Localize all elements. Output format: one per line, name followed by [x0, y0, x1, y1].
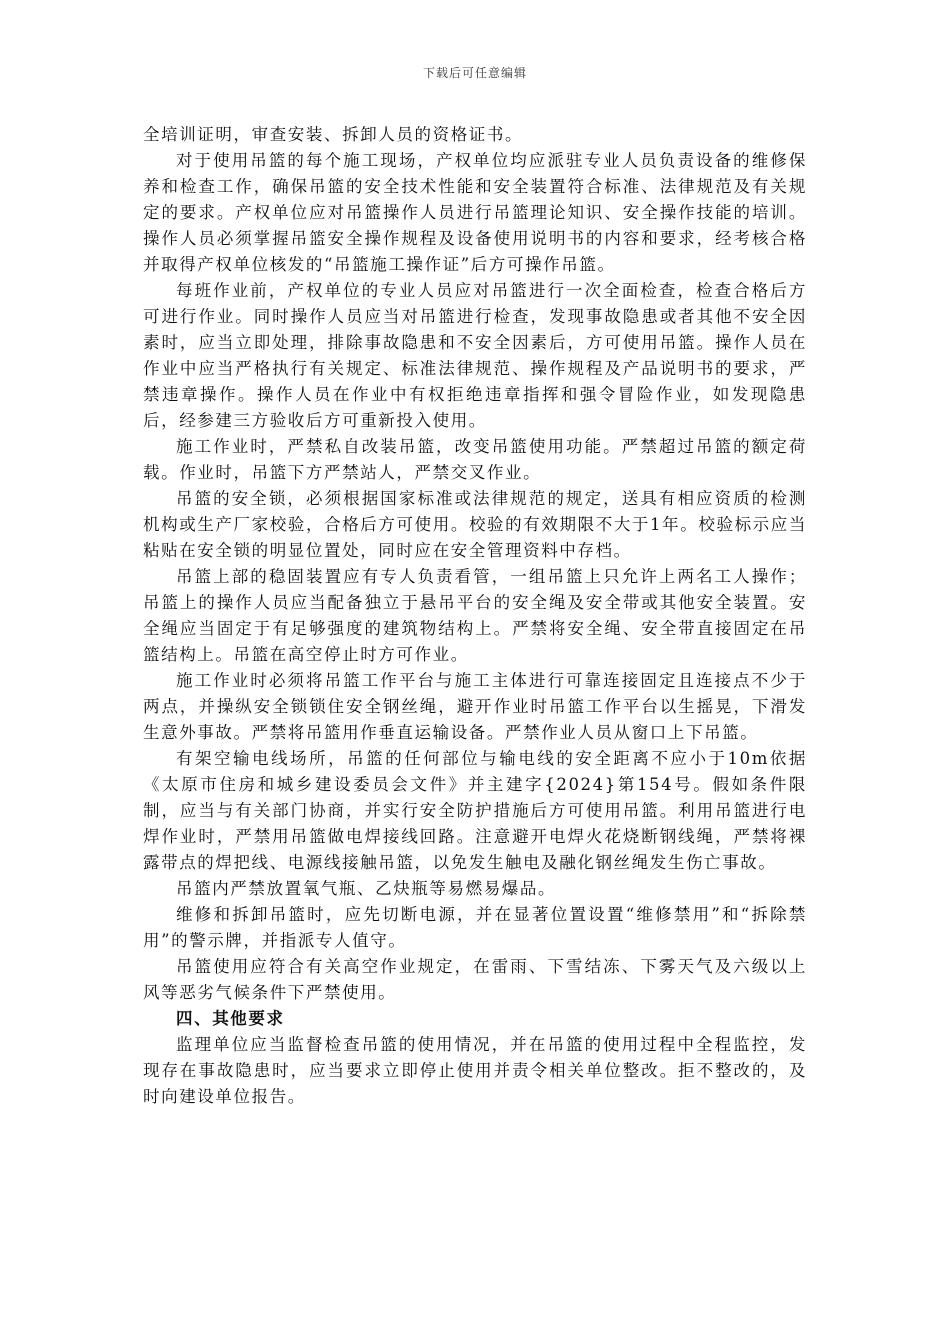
- paragraph-daily-inspection: 每班作业前，产权单位的专业人员应对吊篮进行一次全面检查，检查合格后方可进行作业。同时操作人员应当对吊篮进行检查，发现事故隐患或者其他不安全因素时，应当立即处理，排除事故隐患和不安全因素后，方可使用吊篮。操作人员在作业中应当严格执行有关规定、标准法律规范、操作规程及产品说明书的要求，严禁违章操作。操作人员在作业中有权拒绝违章指挥和强令冒险作业，如发现隐患后，经参建三方验收后方可重新投入使用。: [143, 281, 807, 430]
- page-header: 下载后可任意编辑: [422, 66, 527, 80]
- paragraph-no-modification: 施工作业时，严禁私自改装吊篮，改变吊篮使用功能。严禁超过吊篮的额定荷载。作业时，吊篮下方严禁站人，严禁交叉作业。: [143, 437, 807, 482]
- section-heading-other-requirements: 四、其他要求: [176, 1009, 285, 1028]
- paragraph-power-lines: 有架空输电线场所，吊篮的任何部位与输电线的安全距离不应小于10m依据《太原市住房和城乡建设委员会文件》并主建字{2024}第154号。假如条件限制，应当与有关部门协商，并实行安全防护措施后方可使用吊篮。利用吊篮进行电焊作业时，严禁用吊篮做电焊接线回路。注意避开电焊火花烧断钢线绳，严禁将裸露带点的焊把线、电源线接触吊篮，以免发生触电及融化钢丝绳发生伤亡事故。: [143, 749, 807, 872]
- paragraph-flammables: 吊篮内严禁放置氧气瓶、乙炔瓶等易燃易爆品。: [176, 879, 557, 898]
- paragraph-supervision: 监理单位应当监督检查吊篮的使用情况，并在吊篮的使用过程中全程监控，发现存在事故隐患时，应当要求立即停止使用并责令相关单位整改。拒不整改的，及时向建设单位报告。: [143, 1035, 807, 1106]
- paragraph-repair: 维修和拆卸吊篮时，应先切断电源，并在显著位置设置“维修禁用”和“拆除禁用”的警示牌，并指派专人值守。: [143, 905, 807, 950]
- paragraph-continuation: 全培训证明，审查安装、拆卸人员的资格证书。: [143, 125, 524, 144]
- paragraph-weather: 吊篮使用应符合有关高空作业规定，在雷雨、下雪结冻、下雾天气及六级以上风等恶劣气候条件下严禁使用。: [143, 957, 807, 1002]
- paragraph-stabilizer: 吊篮上部的稳固装置应有专人负责看管，一组吊篮上只允许上两名工人操作；吊篮上的操作人员应当配备独立于悬吊平台的安全绳及安全带或其他安全装置。安全绳应当固定于有足够强度的建筑物结构上。严禁将安全绳、安全带直接固定在吊篮结构上。吊篮在高空停止时方可作业。: [143, 567, 807, 664]
- paragraph-safety-lock: 吊篮的安全锁，必须根据国家标准或法律规范的规定，送具有相应资质的检测机构或生产厂家校验，合格后方可使用。校验的有效期限不大于1年。校验标示应当粘贴在安全锁的明显位置处，同时应在安全管理资料中存档。: [143, 489, 807, 560]
- document-body: [143, 122, 807, 1110]
- paragraph-maintenance: 对于使用吊篮的每个施工现场，产权单位均应派驻专业人员负责设备的维修保养和检查工作，确保吊篮的安全技术性能和安全装置符合标准、法律规范及有关规定的要求。产权单位应对吊篮操作人员进行吊篮理论知识、安全操作技能的培训。操作人员必须掌握吊篮安全操作规程及设备使用说明书的内容和要求，经考核合格并取得产权单位核发的“吊篮施工操作证”后方可操作吊篮。: [143, 151, 807, 274]
- paragraph-platform-connection: 施工作业时必须将吊篮工作平台与施工主体进行可靠连接固定且连接点不少于两点，并操纵安全锁锁住安全钢丝绳，避开作业时吊篮工作平台以生摇晃，下滑发生意外事故。严禁将吊篮用作垂直运输设备。严禁作业人员从窗口上下吊篮。: [143, 671, 807, 742]
